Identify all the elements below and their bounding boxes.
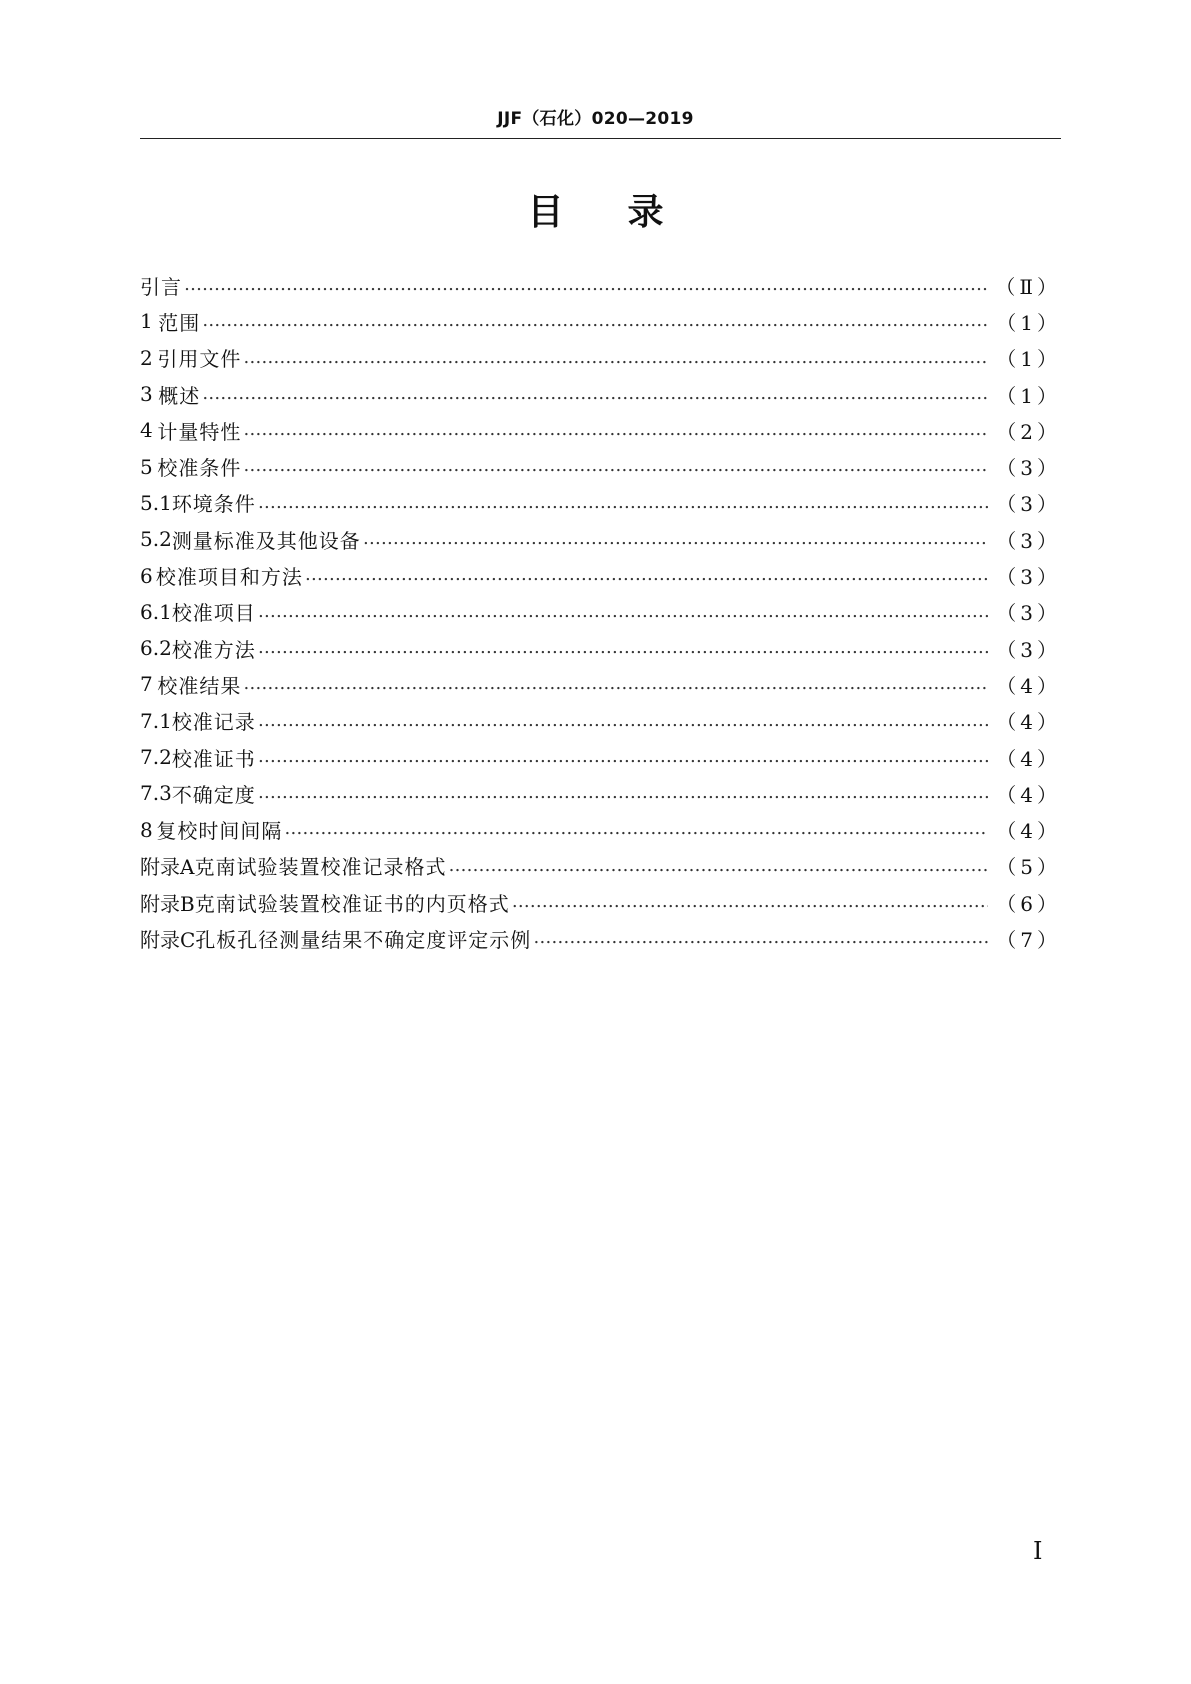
toc-entry-page: （6） <box>996 891 1061 916</box>
toc-entry-page: （3） <box>996 601 1061 626</box>
toc-entry-label: 校准项目 <box>171 601 256 626</box>
toc-dot-leader <box>243 412 988 448</box>
toc-entry-label: 校准条件 <box>157 456 242 481</box>
toc-dot-leader <box>184 267 987 303</box>
toc-entry-number: 6.2 <box>140 636 172 661</box>
toc-entry-label: 引言 <box>140 274 182 299</box>
toc-entry-number: 附录C <box>140 927 196 952</box>
toc-dot-leader <box>448 848 988 884</box>
toc-title: 目录 <box>527 192 728 233</box>
table-of-contents <box>140 267 1061 957</box>
toc-entry-page: （1） <box>996 310 1061 335</box>
toc-entry-6-2[interactable] <box>140 630 1061 666</box>
toc-entry-number: 附录B <box>140 891 195 916</box>
toc-dot-leader <box>202 376 988 412</box>
toc-entry-label: 克南试验装置校准证书的内页格式 <box>194 891 510 916</box>
toc-entry-page: （3） <box>996 528 1061 553</box>
toc-entry-7-2[interactable] <box>140 739 1061 775</box>
toc-entry-page: （Ⅱ） <box>995 274 1061 299</box>
toc-entry-label: 概述 <box>158 383 201 408</box>
toc-entry-number: 6 <box>140 563 153 588</box>
toc-dot-leader <box>258 775 988 811</box>
toc-dot-leader <box>258 739 988 775</box>
toc-dot-leader <box>202 303 988 339</box>
toc-entry-label: 校准项目和方法 <box>155 565 303 590</box>
toc-dot-leader <box>243 666 988 702</box>
toc-entry-number: 7.1 <box>140 708 172 733</box>
toc-entry-label: 不确定度 <box>171 782 256 807</box>
toc-entry-label: 测量标准及其他设备 <box>171 528 361 553</box>
toc-entry-page: （3） <box>996 637 1061 662</box>
toc-entry-label: 复校时间间隔 <box>156 819 283 844</box>
toc-entry-number: 5 <box>140 454 153 479</box>
toc-entry-number: 1 <box>140 309 153 334</box>
toc-entry-number: 7 <box>140 672 153 697</box>
toc-entry-page: （2） <box>996 419 1061 444</box>
toc-entry-number: 8 <box>140 817 153 842</box>
toc-entry-label: 孔板孔径测量结果不确定度评定示例 <box>195 927 532 952</box>
toc-entry-number: 6.1 <box>140 599 172 624</box>
toc-entry-page: （4） <box>996 710 1061 735</box>
toc-entry-label: 计量特性 <box>157 419 242 444</box>
toc-dot-leader <box>533 920 988 956</box>
toc-entry-6[interactable] <box>140 557 1061 593</box>
toc-dot-leader <box>258 630 988 666</box>
toc-entry-6-1[interactable] <box>140 594 1061 630</box>
toc-entry-label: 校准结果 <box>157 673 242 698</box>
toc-entry-number: 7.2 <box>140 745 172 769</box>
toc-entry-number: 7.3 <box>140 781 172 806</box>
toc-entry-label: 引用文件 <box>157 347 242 372</box>
toc-dot-leader <box>258 485 988 521</box>
toc-entry-page: （4） <box>996 782 1061 807</box>
toc-entry-number: 5.2 <box>140 527 172 552</box>
toc-entry-page: （1） <box>996 383 1061 408</box>
toc-entry-page: （4） <box>996 673 1061 698</box>
toc-dot-leader <box>363 521 988 557</box>
toc-entry-page: （3） <box>996 492 1061 517</box>
toc-dot-leader <box>243 448 988 484</box>
toc-entry-5-2[interactable] <box>140 521 1061 557</box>
toc-dot-leader <box>243 340 988 376</box>
toc-entry-number: 4 <box>140 418 153 443</box>
toc-entry-page: （3） <box>996 565 1061 590</box>
page-number: Ⅰ <box>1033 1537 1043 1565</box>
toc-entry-page: （4） <box>996 746 1061 771</box>
toc-entry-3[interactable] <box>140 376 1061 412</box>
toc-entry-page: （7） <box>996 927 1061 952</box>
toc-entry-page: （5） <box>996 855 1061 880</box>
toc-entry-5-1[interactable] <box>140 485 1061 521</box>
toc-dot-leader <box>284 811 988 847</box>
toc-entry-7[interactable] <box>140 666 1061 702</box>
toc-entry-label: 范围 <box>158 310 201 335</box>
toc-dot-leader <box>512 884 989 920</box>
toc-entry-label: 克南试验装置校准记录格式 <box>194 855 447 880</box>
toc-entry-label: 校准证书 <box>171 746 256 771</box>
toc-entry-7-3[interactable] <box>140 775 1061 811</box>
toc-entry-number: 3 <box>140 382 153 407</box>
toc-entry-1[interactable] <box>140 303 1061 339</box>
toc-entry-introduction[interactable] <box>140 267 1061 303</box>
toc-entry-8[interactable] <box>140 811 1061 847</box>
toc-entry-label: 环境条件 <box>171 492 256 517</box>
standard-code-header: JJF（石化）020—2019 <box>497 109 694 129</box>
toc-entry-appendix-b[interactable] <box>140 884 1061 920</box>
toc-entry-appendix-a[interactable] <box>140 848 1061 884</box>
toc-entry-7-1[interactable] <box>140 703 1061 739</box>
toc-entry-number: 5.1 <box>140 490 172 515</box>
toc-entry-label: 校准方法 <box>171 637 256 662</box>
toc-entry-4[interactable] <box>140 412 1061 448</box>
toc-entry-page: （3） <box>996 456 1061 481</box>
toc-entry-page: （1） <box>996 347 1061 372</box>
header-rule <box>140 138 1061 139</box>
toc-entry-number: 附录A <box>140 855 195 880</box>
toc-entry-number: 2 <box>140 345 153 370</box>
toc-entry-page: （4） <box>996 819 1061 844</box>
toc-entry-appendix-c[interactable] <box>140 920 1061 956</box>
toc-entry-2[interactable] <box>140 340 1061 376</box>
toc-dot-leader <box>258 594 988 630</box>
toc-entry-5[interactable] <box>140 448 1061 484</box>
toc-entry-label: 校准记录 <box>171 710 256 735</box>
toc-dot-leader <box>305 557 988 593</box>
toc-dot-leader <box>258 703 988 739</box>
